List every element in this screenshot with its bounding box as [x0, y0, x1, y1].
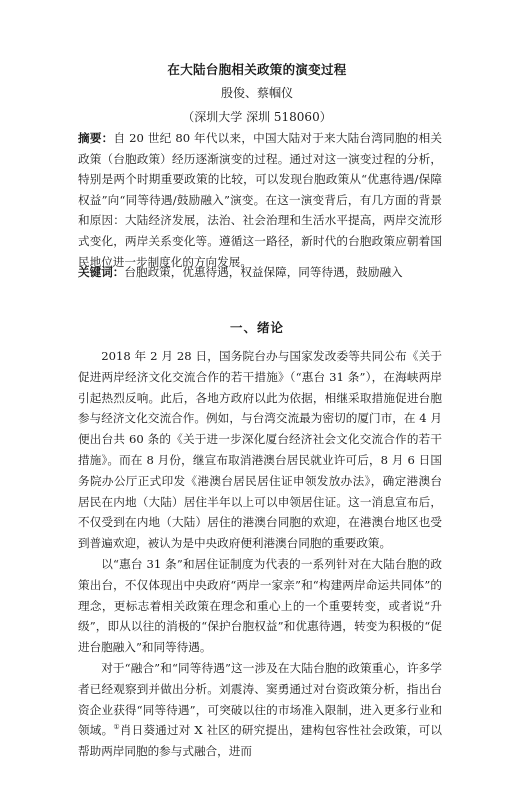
paragraph-text: 对于“融合”和“同等待遇”这一涉及在大陆台胞的政策重心，许多学者已经观察到并做出分析。刘震涛、窦勇通过对台资政策分析，指出台资企业获得“同等待遇”，可突破以往的市场准入限制，进入更多行业和领域。	[78, 660, 442, 738]
footnote-marker[interactable]: ①	[113, 723, 120, 732]
paragraph-text: 肖日葵通过对 X 社区的研究提出，建构包容性社会政策，可以帮助两岸同胞的参与式融合，进而	[78, 723, 442, 759]
body-paragraph	[78, 658, 442, 762]
paper-authors: 殷俊、蔡帼仪	[220, 86, 293, 100]
body-text	[78, 346, 442, 762]
paper-title: 在大陆台胞相关政策的演变过程	[167, 62, 347, 77]
keywords-block	[78, 262, 442, 282]
abstract-label: 摘要：	[78, 131, 114, 145]
keywords-label: 关键词：	[78, 265, 125, 279]
section-heading: 一、绪论	[229, 320, 284, 335]
paper-affiliation: （深圳大学 深圳 518060）	[182, 110, 332, 124]
abstract-text: 自 20 世纪 80 年代以来，中国大陆对于来大陆台湾同胞的相关政策（台胞政策）经历逐渐演变的过程。通过对这一演变过程的分析，特别是两个时期重要政策的比较，可以发现台胞政策从“优惠待遇/保障权益”向“同等待遇/鼓励融入”演变。在这一演变背后，有几方面的背景和原因：大陆经济发展，法治、社会治理和生活水平提高，两岸交流形式变化，两岸关系变化等。遵循这一路径，新时代的台胞政策应朝着国民地位进一步制度化的方向发展。	[78, 131, 442, 269]
abstract-block	[78, 128, 442, 272]
body-paragraph: 以“惠台 31 条”和居住证制度为代表的一系列针对在大陆台胞的政策出台，不仅体现出中央政府“两岸一家亲”和“构建两岸命运共同体”的理念，更标志着相关政策在理念和重心上的一个重要转变，或者说“升级”，即从以往的消极的“保护台胞权益”和优惠待遇，转变为积极的“促进台胞融入”和同等待遇。	[78, 556, 442, 655]
keywords-text: 台胞政策，优惠待遇，权益保障，同等待遇，鼓励融入	[124, 265, 403, 279]
body-paragraph: 2018 年 2 月 28 日，国务院台办与国家发改委等共同公布《关于促进两岸经济文化交流合作的若干措施》（“惠台 31 条”），在海峡两岸引起热烈反响。此后，各地方政府以此为依据，相继采取措施促进台胞参与经济文化交流合作。例如，与台湾交流最为密切的厦门市，在 4 月便出台共 60 条的《关于进一步深化厦台经济社会文化交流合作的若干措施》。而在 8 月份，继宣布取消港澳台居民就业许可后，8 月 6 日国务院办公厅正式印发《港澳台居民居住证申领发放办法》，确定港澳台居民在内地（大陆）居住半年以上可以申领居住证。这一消息宣布后，不仅受到在内地（大陆）居住的港澳台同胞的欢迎，在港澳台地区也受到普遍欢迎，被认为是中央政府便利港澳台同胞的重要政策。	[78, 349, 442, 551]
